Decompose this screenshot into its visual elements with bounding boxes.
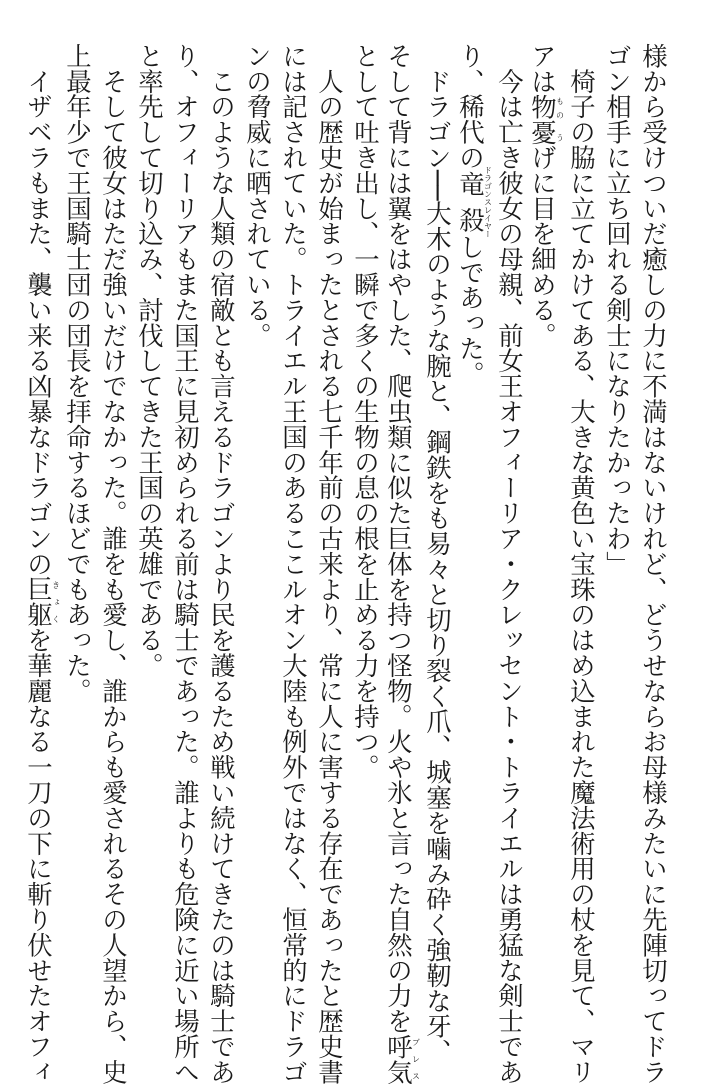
text-line: ドラゴン──大木のような腕と、鋼鉄をも易々と切り裂く爪、城塞を噛み砕く強靭な牙、 bbox=[423, 43, 453, 1065]
text-line: 様から受けついだ癒しの力に不満はないけれど、どうせならお母様みたいに先陣切ってドラ bbox=[639, 43, 669, 1084]
ruby-text: ドラゴンスレイヤー bbox=[483, 166, 493, 238]
ruby-text: もの う bbox=[555, 93, 565, 145]
text-line: り、オフィーリアもまた国王に見初められる前は騎士であった。誰よりも危険に近い場所へ bbox=[171, 43, 201, 1084]
text-line: アは物憂もの うげに目を細める。 bbox=[528, 43, 565, 348]
ruby-text: きょく bbox=[51, 576, 61, 628]
text-line: と率先して切り込み、討伐してきた王国の英雄である。 bbox=[135, 43, 165, 678]
text-line: り、稀代の竜殺ドラゴンスレイヤーしであった。 bbox=[456, 43, 493, 387]
text-line: 人の歴史が始まったとされる七千年前の古来より、常に人に害する存在であったと歴史書 bbox=[315, 43, 345, 1084]
text-line: として吐き出し、一瞬で多くの生物の息の根を止める力を持つ。 bbox=[351, 43, 381, 780]
text-line: イザベラもまた、襲い来る凶暴なドラゴンの巨躯きょくを華麗なる一刀の下に斬り伏せたオフィ bbox=[24, 43, 61, 1084]
ruby-text: ブレス bbox=[411, 1033, 421, 1084]
text-line: ゴン相手に立ち回れる剣士になりたかったわ」 bbox=[603, 43, 633, 577]
text-line: ンの脅威に晒されている。 bbox=[243, 43, 273, 348]
text-line: このような人類の宿敵とも言えるドラゴンより民を護るため戦い続けてきたのは騎士であ bbox=[207, 43, 237, 1084]
ruby-annotation: 竜殺ドラゴンスレイヤー bbox=[456, 166, 493, 238]
text-line: 椅子の脇に立てかけてある、大きな黄色い宝珠のはめ込まれた魔法術用の杖を見て、マリ bbox=[567, 43, 597, 1084]
ruby-annotation: 巨躯きょく bbox=[24, 576, 61, 628]
text-line: 今は亡き彼女の母親、前女王オフィーリア・クレッセント・トライエルは勇猛な剣士であ bbox=[495, 43, 525, 1084]
ruby-annotation: 物憂もの う bbox=[528, 93, 565, 145]
text-line: そして背には翼をはやした、爬虫類に似た巨体を持つ怪物。火や氷と言った自然の力を呼気ブレス bbox=[384, 43, 421, 1084]
text-line: には記されていた。トライエル王国のあるここルオン大陸も例外ではなく、恒常的にドラゴ bbox=[279, 43, 309, 1084]
ruby-annotation: 呼気ブレス bbox=[384, 1033, 421, 1084]
text-line: 上最年少で王国騎士団の団長を拝命するほどでもあった。 bbox=[63, 43, 93, 704]
text-line: そして彼女はただ強いだけでなかった。誰をも愛し、誰からも愛されるその人望から、史 bbox=[99, 43, 129, 1084]
